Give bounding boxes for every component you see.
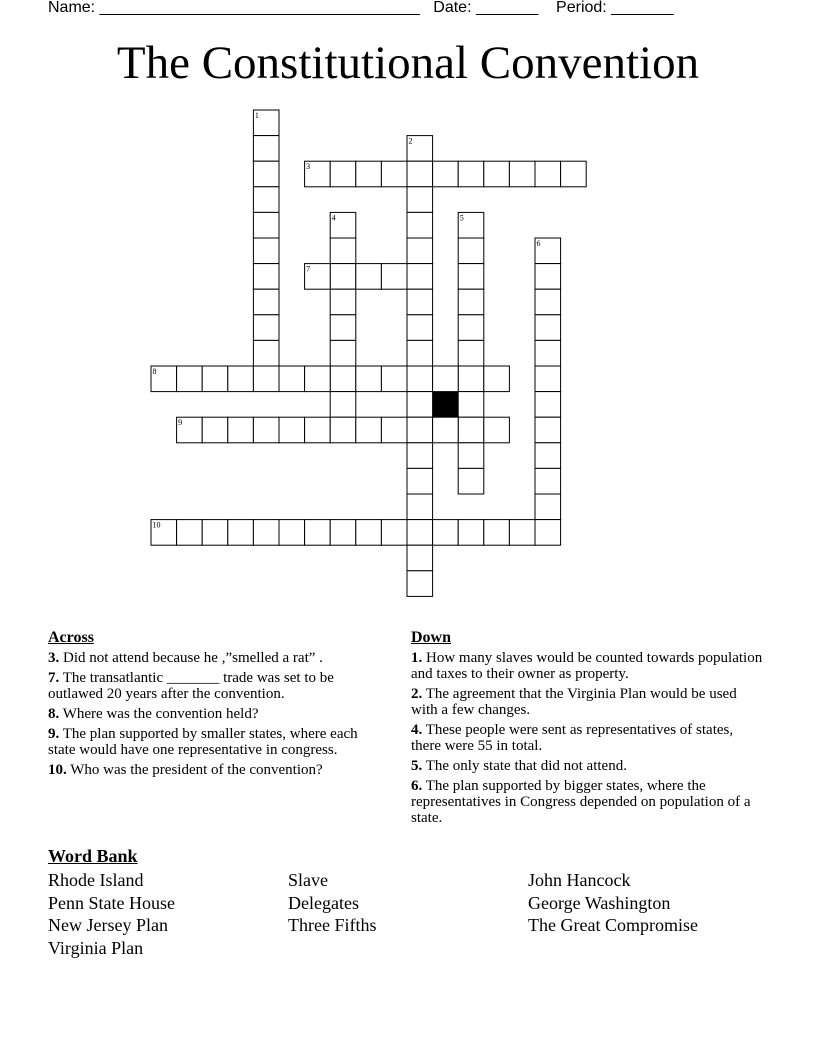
crossword-cell[interactable] <box>407 545 433 571</box>
crossword-cell[interactable] <box>253 264 279 290</box>
clue-number: 10. <box>48 762 67 778</box>
period-label: Period: <box>556 0 607 16</box>
crossword-cell[interactable] <box>535 494 561 520</box>
crossword-cell[interactable] <box>330 289 356 315</box>
down-clue <box>411 778 766 826</box>
crossword-cell[interactable] <box>381 520 407 546</box>
crossword-cell[interactable] <box>177 520 203 546</box>
crossword-cell[interactable] <box>484 520 510 546</box>
word-bank-item: Slave <box>288 870 328 890</box>
crossword-cell[interactable] <box>407 315 433 341</box>
crossword-cell[interactable] <box>535 443 561 469</box>
crossword-cell[interactable] <box>253 161 279 187</box>
crossword-cell[interactable] <box>253 289 279 315</box>
crossword-cell[interactable] <box>407 520 433 546</box>
black-square <box>433 392 459 418</box>
crossword-cell[interactable] <box>356 264 382 290</box>
clue-text: Did not attend because he ,”smelled a rat” . <box>63 650 323 666</box>
clue-number: 3. <box>48 650 60 666</box>
across-heading: Across <box>48 629 94 646</box>
crossword-cell[interactable] <box>253 315 279 341</box>
word-bank-item: Three Fifths <box>288 915 377 936</box>
crossword-cell[interactable] <box>407 417 433 443</box>
page-title: The Constitutional Convention <box>116 37 700 89</box>
crossword-cell[interactable] <box>458 417 484 443</box>
crossword-cell[interactable] <box>279 520 305 546</box>
crossword-cell[interactable] <box>407 443 433 469</box>
down-clue <box>411 650 766 682</box>
crossword-cell[interactable] <box>535 315 561 341</box>
clue-text: These people were sent as representatives of states, there were 55 in total. <box>411 722 734 754</box>
crossword-cell[interactable] <box>330 238 356 264</box>
crossword-cell[interactable] <box>253 366 279 392</box>
crossword-cell[interactable] <box>407 494 433 520</box>
clue-number: 7. <box>48 670 60 686</box>
crossword-cell[interactable] <box>484 366 510 392</box>
crossword-cell[interactable] <box>458 340 484 366</box>
clue-text: The only state that did not attend. <box>425 758 627 774</box>
crossword-cell[interactable] <box>407 340 433 366</box>
crossword-cell[interactable] <box>407 161 433 187</box>
crossword-cell[interactable] <box>253 136 279 162</box>
crossword-cell[interactable] <box>458 315 484 341</box>
crossword-cell[interactable] <box>407 238 433 264</box>
crossword-cell[interactable] <box>356 161 382 187</box>
clue-number: 8. <box>48 706 60 722</box>
crossword-cell[interactable] <box>407 212 433 238</box>
clue-text: Where was the convention held? <box>62 706 259 722</box>
crossword-cell[interactable] <box>356 366 382 392</box>
word-bank-item: Penn State House <box>48 892 175 913</box>
crossword-cell[interactable] <box>253 212 279 238</box>
crossword-cell[interactable] <box>535 289 561 315</box>
crossword-cell[interactable] <box>330 315 356 341</box>
across-clue <box>48 726 388 758</box>
clue-text: Who was the president of the convention? <box>70 762 323 778</box>
crossword-cell[interactable] <box>330 417 356 443</box>
clue-number-label: 3 <box>306 162 311 172</box>
across-clue <box>48 762 388 778</box>
word-bank-item: Rhode Island <box>48 870 144 890</box>
across-clues <box>48 630 388 782</box>
crossword-cell[interactable] <box>509 520 535 546</box>
crossword-cell[interactable] <box>228 520 254 546</box>
crossword-cell[interactable] <box>458 161 484 187</box>
crossword-cell[interactable] <box>535 468 561 494</box>
crossword-cell[interactable] <box>433 520 459 546</box>
crossword-cell[interactable] <box>458 443 484 469</box>
crossword-cell[interactable] <box>561 161 587 187</box>
clue-number-label: 2 <box>408 136 413 146</box>
down-clue <box>411 722 766 754</box>
across-clue <box>48 670 388 702</box>
crossword-cell[interactable] <box>253 340 279 366</box>
clue-number-label: 10 <box>152 520 161 530</box>
word-bank-item: New Jersey Plan <box>48 915 168 936</box>
crossword-cell[interactable] <box>458 289 484 315</box>
word-bank-heading: Word Bank <box>48 846 138 866</box>
word-bank-item: Delegates <box>288 892 359 913</box>
crossword-cell[interactable] <box>458 264 484 290</box>
across-clue <box>48 650 388 666</box>
clue-number-label: 5 <box>459 213 464 223</box>
clue-text: How many slaves would be counted towards population and taxes to their owner as property. <box>411 650 763 682</box>
clue-text: The plan supported by smaller states, where each state would have one representative in congress. <box>48 726 358 758</box>
name-blank: ____________________________________ <box>99 0 420 16</box>
word-bank-item: Virginia Plan <box>48 937 144 958</box>
clue-number-label: 8 <box>152 367 157 376</box>
crossword-cell[interactable] <box>381 417 407 443</box>
crossword-cell[interactable] <box>484 417 510 443</box>
crossword-cell[interactable] <box>279 366 305 392</box>
clue-number: 9. <box>48 726 60 742</box>
crossword-cell[interactable] <box>330 161 356 187</box>
crossword-cell[interactable] <box>253 417 279 443</box>
clue-text: The plan supported by bigger states, where the representatives in Congress depended on population of a state. <box>411 778 751 826</box>
clue-text: The transatlantic _______ trade was set to be outlawed 20 years after the convention. <box>48 670 334 702</box>
crossword-cell[interactable] <box>535 392 561 418</box>
crossword-cell[interactable] <box>330 520 356 546</box>
crossword-cell[interactable] <box>356 417 382 443</box>
crossword-cell[interactable] <box>407 366 433 392</box>
crossword-cell[interactable] <box>535 366 561 392</box>
crossword-cell[interactable] <box>228 366 254 392</box>
down-heading: Down <box>411 629 452 646</box>
crossword-cell[interactable] <box>535 417 561 443</box>
crossword-cell[interactable] <box>253 187 279 213</box>
period-blank: _______ <box>611 0 674 16</box>
crossword-cell[interactable] <box>381 366 407 392</box>
crossword-cell[interactable] <box>535 520 561 546</box>
across-clue-list <box>48 650 388 778</box>
crossword-cell[interactable] <box>356 520 382 546</box>
crossword-cell[interactable] <box>253 238 279 264</box>
clue-number-label: 4 <box>331 213 336 223</box>
crossword-cell[interactable] <box>279 417 305 443</box>
clue-text: The agreement that the Virginia Plan would be used with a few changes. <box>411 686 737 718</box>
crossword-cell[interactable] <box>407 264 433 290</box>
crossword-cell[interactable] <box>535 264 561 290</box>
crossword-cell[interactable] <box>535 161 561 187</box>
down-clue <box>411 758 766 774</box>
crossword-cell[interactable] <box>330 340 356 366</box>
word-bank-item: George Washington <box>528 892 671 913</box>
clue-number-label: 9 <box>178 418 183 428</box>
crossword-cell[interactable] <box>509 161 535 187</box>
crossword-cell[interactable] <box>407 289 433 315</box>
down-clue-list <box>411 650 766 826</box>
word-bank-list <box>48 869 768 959</box>
crossword-cell[interactable] <box>458 520 484 546</box>
down-clue <box>411 686 766 718</box>
crossword-cell[interactable] <box>433 366 459 392</box>
crossword-cell[interactable] <box>305 417 331 443</box>
crossword-cell[interactable] <box>330 392 356 418</box>
crossword-cell[interactable] <box>202 366 228 392</box>
crossword-cell[interactable] <box>305 520 331 546</box>
clue-number: 2. <box>411 686 423 702</box>
down-clues <box>411 630 766 830</box>
crossword-cell[interactable] <box>177 366 203 392</box>
clue-number: 5. <box>411 758 423 774</box>
crossword-cell[interactable] <box>535 340 561 366</box>
crossword-cell[interactable] <box>407 571 433 597</box>
crossword-cell[interactable] <box>407 392 433 418</box>
clue-number: 6. <box>411 778 423 794</box>
word-bank <box>48 846 768 959</box>
crossword-cell[interactable] <box>458 392 484 418</box>
crossword-cell[interactable] <box>202 520 228 546</box>
crossword-cell[interactable] <box>433 417 459 443</box>
date-label: Date: <box>433 0 472 16</box>
crossword-cell[interactable] <box>330 366 356 392</box>
clue-number-label: 6 <box>536 239 541 248</box>
crossword-cell[interactable] <box>458 238 484 264</box>
clue-number: 1. <box>411 650 423 666</box>
word-bank-item: The Great Compromise <box>528 915 698 936</box>
across-clue <box>48 706 388 722</box>
clue-number-label: 7 <box>306 264 311 274</box>
word-bank-item: John Hancock <box>528 870 631 890</box>
crossword-cell[interactable] <box>433 161 459 187</box>
crossword-cell[interactable] <box>228 417 254 443</box>
clue-number-label: 1 <box>254 111 259 120</box>
crossword-cell[interactable] <box>305 366 331 392</box>
crossword-cell[interactable] <box>484 161 510 187</box>
crossword-cell[interactable] <box>381 161 407 187</box>
crossword-cell[interactable] <box>407 468 433 494</box>
crossword-cell[interactable] <box>330 264 356 290</box>
date-blank: _______ <box>475 0 539 16</box>
crossword-cell[interactable] <box>458 468 484 494</box>
crossword-cell[interactable] <box>381 264 407 290</box>
crossword-cell[interactable] <box>202 417 228 443</box>
crossword-cell[interactable] <box>407 187 433 213</box>
name-label: Name: <box>48 0 96 16</box>
crossword-cell[interactable] <box>458 366 484 392</box>
crossword-cell[interactable] <box>253 520 279 546</box>
clue-number: 4. <box>411 722 423 738</box>
